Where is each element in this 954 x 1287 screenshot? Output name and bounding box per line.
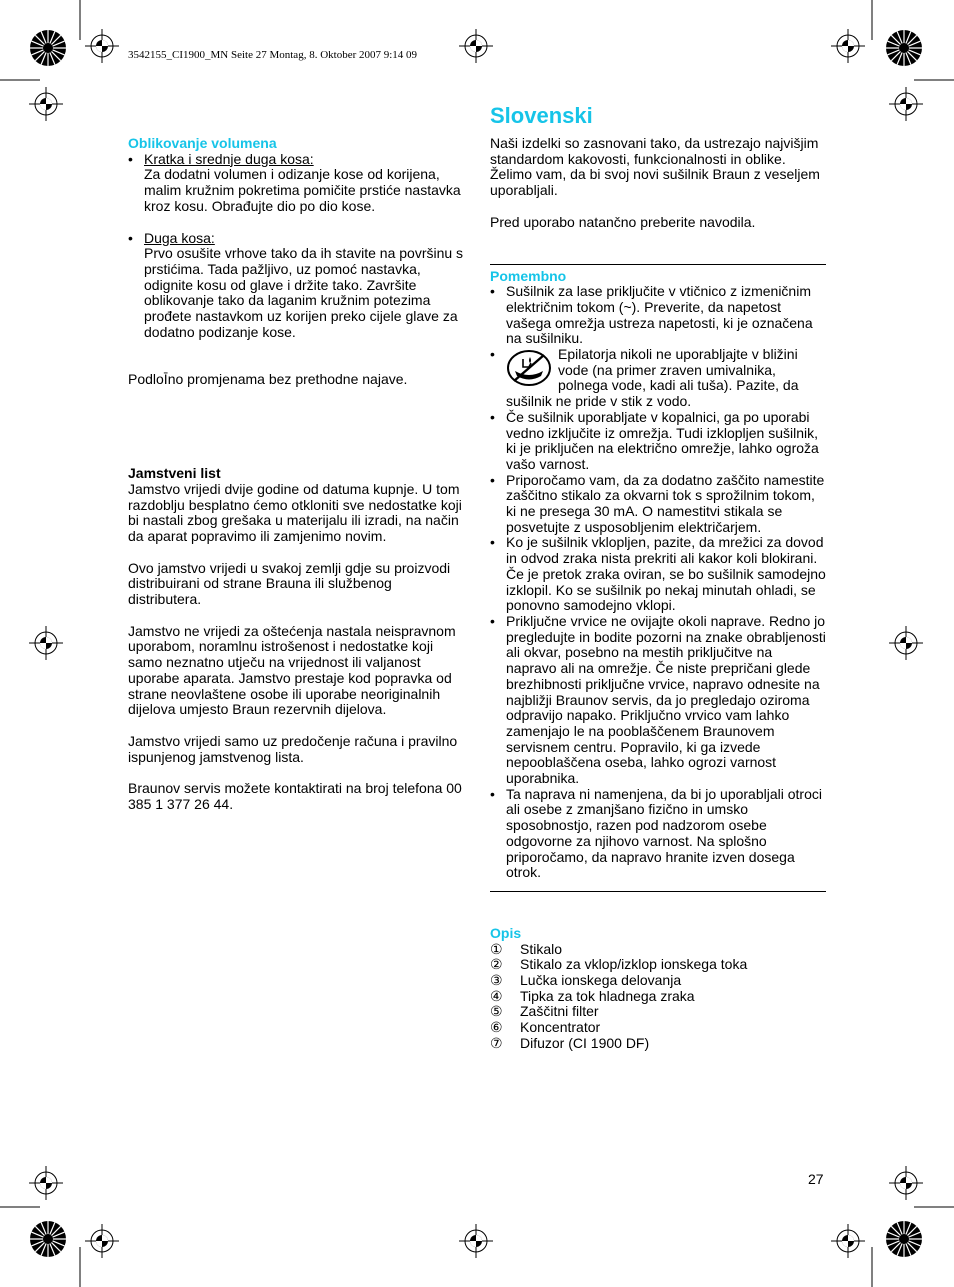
bullet: • [490, 534, 495, 551]
bullet: • [490, 346, 495, 363]
item-text: Priključne vrvice ne ovijajte okoli naprave. Redno jo pregledujte in bodite pozorni na znake obrabljenosti ali okvar, posebno na mestih priključitve na napravo ali na omrežje. Če niste prepričani glede brezhibnosti priključne vrvice, napravo odnesite na najbližji Braunov servis, da jo pregledajo oziroma odpravijo napako. Priključno vrvico vam lahko zamenjajo le na pooblaščenem Braunovem servisnem centru. Popravilo, ki ga izvede nepooblaščena oseba, lahko ogrozi varnost uporabnika. [506, 612, 826, 787]
list-item [490, 614, 826, 787]
description-item: ③ Lučka ionskega delovanja [490, 972, 682, 989]
right-column [490, 104, 826, 1052]
list-item [128, 231, 468, 341]
description-item: ⑦ Difuzor (CI 1900 DF) [490, 1034, 650, 1051]
description-item: ④ Tipka za tok hladnega zraka [490, 987, 695, 1004]
volume-heading: Oblikovanje volumena [128, 135, 277, 151]
list-item [490, 410, 826, 473]
item-label: Kratka i srednje duga kosa: [144, 150, 314, 167]
left-column [128, 136, 468, 813]
page-title: Slovenski [490, 103, 593, 128]
item-text: Ko je sušilnik vklopljen, pazite, da mrežici za dovod in odvod zraka nista prekriti ali kakor koli blokirani. Če je pretok zraka oviran, se bo sušilnik samodejno izklopil. Ko se sušilnik po nekaj minutah ohladi, se ponovno samodejno vklopi. [506, 534, 826, 614]
item-label: Duga kosa: [144, 229, 215, 246]
list-item [490, 284, 826, 347]
header-slug: 3542155_CI1900_MN Seite 27 Montag, 8. Oktober 2007 9:14 09 [128, 49, 418, 61]
item-text: Prvo osušite vrhove tako da ih stavite na površinu s prstićima. Tada pažljivo, uz pomoć nastavka, odignite kosu od glave i držite tako. Završite oblikovanje tako da laganim kružnim potezima prođete nastavkom uz korijen preko cijele glave za dodatno podizanje kose. [144, 245, 464, 340]
bullet: • [128, 229, 133, 246]
warranty-paragraph: Jamstvo ne vrijedi za oštećenja nastala neispravnom uporabom, noramlnu istrošenost i nedostatke koji samo neznatno utječu na vrijednost ili valjanost uporabe aparata. Jamstvo prestaje kod popravka od strane neovlaštene osobe ili uporabe neoriginalnih dijelova umjesto Braun rezervnih dijelova. [128, 622, 456, 718]
description-item: ⑤ Zaščitni filter [490, 1003, 599, 1020]
bullet: • [128, 150, 133, 167]
list-item [490, 347, 826, 410]
divider [490, 264, 826, 265]
item-text: Priporočamo vam, da za dodatno zaščito namestite zaščitno stikalo za okvarni tok s sprožilnim tokom, ki ne presega 30 mA. O namestitvi stikala se posvetujte z usposobljenim električarjem. [506, 471, 825, 535]
item-text: Če sušilnik uporabljate v kopalnici, ga po uporabi vedno izključite iz omrežja. Tudi izklopljen sušilnik, ki je priključen na električno omrežje, lahko ogroža vašo varnost. [506, 408, 819, 472]
list-item [128, 152, 468, 215]
bullet: • [490, 283, 495, 300]
warranty-heading: Jamstveni list [128, 465, 221, 482]
description-item: ⑥ Koncentrator [490, 1019, 601, 1036]
list-item [490, 473, 826, 536]
no-water-warning-icon [506, 349, 552, 387]
bullet: • [490, 612, 495, 629]
bullet: • [490, 785, 495, 802]
item-text: Sušilnik za lase priključite v vtičnico z izmeničnim električnim tokom (~). Preverite, da napetost vašega omrežja ustreza napetosti, ki je označena na sušilniku. [506, 283, 813, 347]
list-item [490, 535, 826, 614]
warranty-paragraph: Braunov servis možete kontaktirati na broj telefona 00 385 1 377 26 44. [128, 780, 462, 813]
bullet: • [490, 471, 495, 488]
item-text: Ta naprava ni namenjena, da bi jo uporabljali otroci ali osebe z zmanjšano fizično in umsko sposobnostjo, razen pod nadzorom osebe odgovorne za njihovo varnost. Na splošno priporočamo, da napravo hranite izven dosega otrok. [506, 785, 822, 881]
read-instructions: Pred uporabo natančno preberite navodila. [490, 213, 756, 230]
intro-paragraph: Naši izdelki so zasnovani tako, da ustrezajo najvišjim standardom kakovosti, funkcionalnosti in oblike. Želimo vam, da bi svoj novi sušilnik Braun z veseljem uporabljali. [490, 135, 820, 199]
item-text: Za dodatni volumen i odizanje kose od korijena, malim kružnim pokretima pomičite prstiće nastavka kroz kosu. Obrađujte dio po dio kose. [144, 166, 461, 214]
divider [490, 891, 826, 892]
warranty-paragraph: Jamstvo vrijedi samo uz predočenje računa i pravilno ispunjenog jamstvenog lista. [128, 732, 458, 765]
description-list [490, 942, 826, 1052]
description-heading: Opis [490, 924, 522, 941]
description-item: ② Stikalo za vklop/izklop ionskega toka [490, 956, 748, 973]
warranty-paragraph: Ovo jamstvo vrijedi u svakoj zemlji gdje su proizvodi distribuirani od strane Brauna ili službenog distributera. [128, 559, 451, 608]
list-item [490, 787, 826, 881]
bullet: • [490, 408, 495, 425]
description-item: ① Stikalo [490, 940, 563, 957]
subject-to-change: PodloĪno promjenama bez prethodne najave. [128, 371, 408, 388]
page-number: 27 [808, 1171, 824, 1187]
item-text: Epilatorja nikoli ne uporabljajte v bližini vode (na primer zraven umivalnika, polnega vode, kadi ali tuša). Pazite, da sušilnik ne pride v stik z vodo. [506, 346, 799, 410]
warranty-paragraph: Jamstvo vrijedi dvije godine od datuma kupnje. U tom razdoblju besplatno ćemo otkloniti sve nedostatke koji bi nastali zbog grešaka u materijalu ili izradi, na način da aparat popravimo ili zamjenimo novim. [128, 480, 462, 544]
important-heading: Pomembno [490, 267, 567, 284]
